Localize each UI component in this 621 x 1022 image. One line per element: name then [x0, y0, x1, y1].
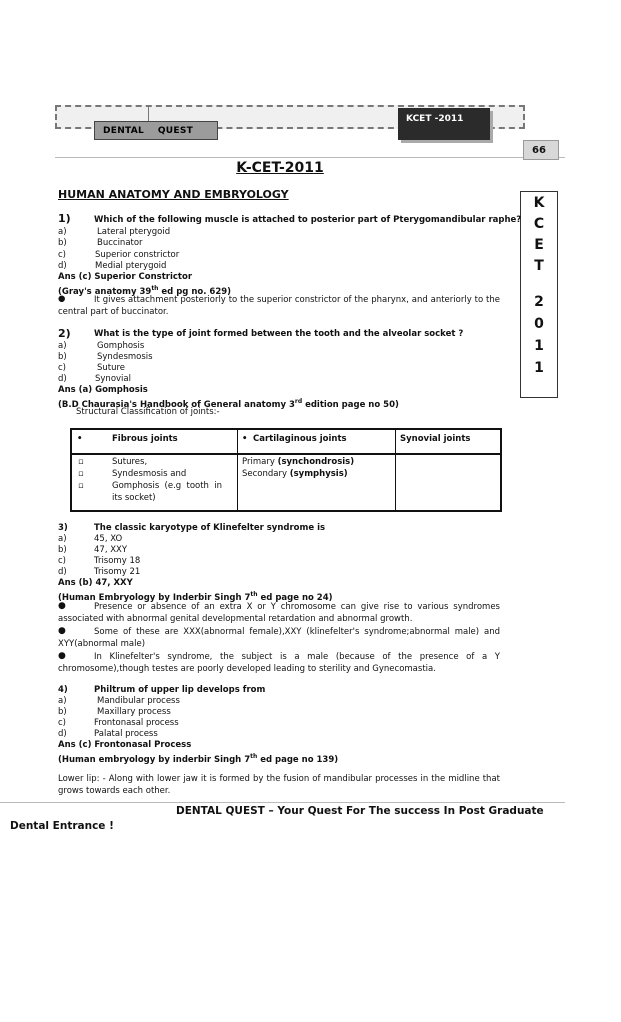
side-letter: 2	[534, 294, 544, 310]
circle-bullet: ▫	[78, 469, 84, 479]
side-year-box	[520, 191, 558, 398]
option-label: a)	[58, 534, 67, 544]
option-label: a)	[58, 696, 67, 706]
option-label: c)	[58, 363, 66, 373]
bullet-dot: •	[242, 434, 248, 444]
option-label: b)	[58, 707, 67, 717]
answer: Ans (c) Frontonasal Process	[58, 740, 192, 750]
explanation: In Klinefelter's syndrome, the subject is a male (because of the presence of a Y chromosome),though testes are poorly developed leading to sterility and Gynecomastia.	[58, 652, 500, 674]
question-text: What is the type of joint formed between the tooth and the alveolar socket ?	[94, 329, 464, 339]
answer: Ans (c) Superior Constrictor	[58, 272, 193, 282]
option-text: Palatal process	[94, 729, 158, 739]
side-letter: T	[534, 258, 544, 274]
header-rule	[55, 157, 565, 158]
side-letter: C	[533, 216, 545, 232]
option-text: Suture	[97, 363, 126, 373]
answer: Ans (a) Gomphosis	[58, 385, 148, 395]
option-text: Medial pterygoid	[95, 261, 167, 271]
option-label: a)	[58, 227, 67, 237]
page-number: 66	[523, 140, 559, 160]
option-label: c)	[58, 718, 66, 728]
answer: Ans (b) 47, XXY	[58, 578, 133, 588]
option-text: Maxillary process	[97, 707, 171, 717]
footer-line: Dental Entrance !	[10, 820, 114, 832]
side-letter: K	[533, 195, 545, 211]
section-title: HUMAN ANATOMY AND EMBRYOLOGY	[58, 188, 289, 201]
option-label: b)	[58, 352, 67, 362]
bullet-dot: ●	[58, 601, 66, 611]
option-label: d)	[58, 374, 67, 384]
footer-line: DENTAL QUEST – Your Quest For The success In Post Graduate	[176, 805, 544, 817]
option-text: Frontonasal process	[94, 718, 179, 728]
option-label: b)	[58, 238, 67, 248]
brand-label: DENTAL QUEST	[94, 121, 218, 140]
question-number: 4)	[58, 685, 68, 695]
exam-tag: KCET -2011	[398, 108, 490, 140]
reference: (B.D Chaurasia's Handbook of General anatomy 3rd edition page no 50)	[58, 398, 399, 410]
option-text: 45, XO	[94, 534, 123, 544]
question-number: 1)	[58, 212, 71, 225]
table-header-cell: Synovial joints	[395, 430, 500, 455]
explanation: Lower lip: - Along with lower jaw it is formed by the fusion of mandibular processes in the midline that grows towards each other.	[58, 774, 500, 796]
option-text: Gomphosis	[97, 341, 145, 351]
cartilaginous-cell: Primary (synchondrosis) Secondary (symphysis)	[242, 457, 355, 479]
question-number: 2)	[58, 327, 71, 340]
table-intro: Structural Classification of joints:-	[76, 407, 220, 417]
explanation: Some of these are XXX(abnormal female),XXY (klinefelter's syndrome;abnormal male) and XYY(abnormal male)	[58, 627, 500, 649]
bullet-dot: ●	[58, 626, 66, 636]
option-label: c)	[58, 556, 66, 566]
side-letter: 1	[534, 360, 544, 376]
explanation: Presence or absence of an extra X or Y chromosome can give rise to various syndromes associated with abnormal genital developmental retardation and abnormal growth.	[58, 602, 500, 624]
side-letter: 1	[534, 338, 544, 354]
option-text: Trisomy 21	[94, 567, 141, 577]
bullet-dot: ●	[58, 294, 66, 304]
reference: (Human Embryology by Inderbir Singh 7th ed page no 24)	[58, 591, 333, 603]
option-text: Mandibular process	[97, 696, 180, 706]
option-label: d)	[58, 261, 67, 271]
reference: (Human embryology by inderbir Singh 7th ed page no 139)	[58, 753, 339, 765]
circle-bullet: ▫	[78, 457, 84, 467]
question-text: Philtrum of upper lip develops from	[94, 685, 266, 695]
option-text: Buccinator	[97, 238, 143, 248]
option-text: Trisomy 18	[94, 556, 141, 566]
question-text: The classic karyotype of Klinefelter syndrome is	[94, 523, 326, 533]
question-number: 3)	[58, 523, 68, 533]
option-label: b)	[58, 545, 67, 555]
joints-table	[70, 428, 502, 512]
list-item: Syndesmosis and	[112, 469, 187, 479]
table-header-cell: • Fibrous joints	[72, 430, 237, 455]
option-text: Synovial	[95, 374, 131, 384]
option-label: d)	[58, 567, 67, 577]
bullet-dot: ●	[58, 651, 66, 661]
option-text: Syndesmosis	[97, 352, 153, 362]
footer-rule	[0, 802, 565, 803]
list-item: Gomphosis (e.g tooth in its socket)	[112, 481, 222, 503]
bullet-dot: •	[77, 434, 83, 444]
explanation: It gives attachment posteriorly to the superior constrictor of the pharynx, and anteriorly to the central part of buccinator.	[58, 295, 500, 317]
option-label: d)	[58, 729, 67, 739]
option-text: 47, XXY	[94, 545, 128, 555]
option-text: Lateral pterygoid	[97, 227, 171, 237]
table-header-cell: • Cartilaginous joints	[237, 430, 395, 455]
list-item: Sutures,	[112, 457, 148, 467]
reference: (Gray's anatomy 39th ed pg no. 629)	[58, 285, 232, 297]
side-letter: 0	[534, 316, 544, 332]
option-label: a)	[58, 341, 67, 351]
option-text: Superior constrictor	[95, 250, 180, 260]
option-label: c)	[58, 250, 66, 260]
side-letter: E	[534, 237, 544, 253]
question-text: Which of the following muscle is attached to posterior part of Pterygomandibular raphe?	[94, 215, 522, 225]
page-title: K-CET-2011	[236, 160, 324, 176]
circle-bullet: ▫	[78, 481, 84, 491]
